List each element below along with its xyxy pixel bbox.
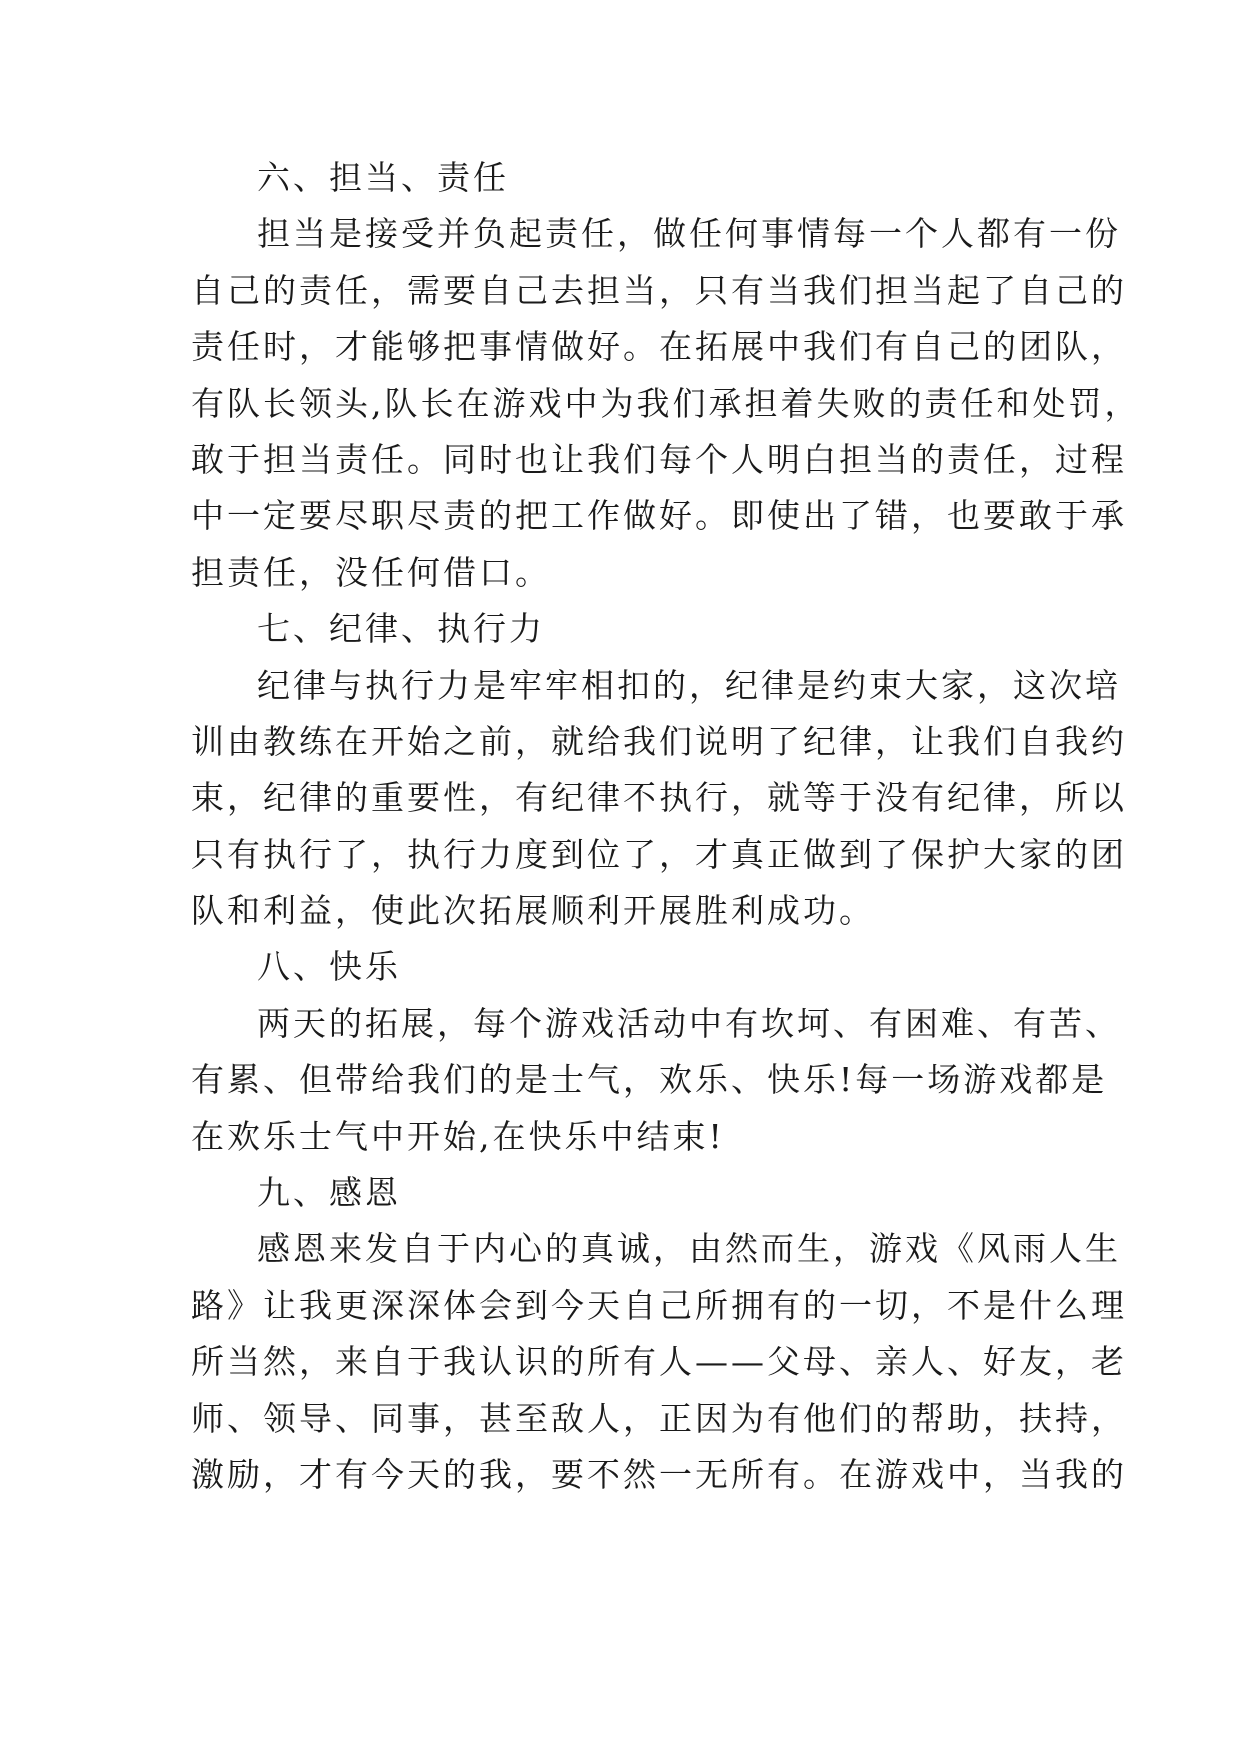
text-line: 感恩来发自于内心的真诚，由然而生，游戏《风雨人生 bbox=[257, 1229, 1121, 1269]
text-line: 束，纪律的重要性，有纪律不执行，就等于没有纪律，所以 bbox=[191, 778, 1127, 818]
text-line: 中一定要尽职尽责的把工作做好。即使出了错，也要敢于承 bbox=[191, 496, 1127, 536]
text-line: 担当是接受并负起责任，做任何事情每一个人都有一份 bbox=[257, 214, 1121, 254]
section-heading-8: 八、快乐 bbox=[257, 947, 401, 987]
text-line: 有队长领头,队长在游戏中为我们承担着失败的责任和处罚， bbox=[191, 383, 1141, 423]
section-heading-6: 六、担当、责任 bbox=[257, 158, 509, 197]
text-line: 敢于担当责任。同时也让我们每个人明白担当的责任，过程 bbox=[191, 439, 1127, 479]
section-heading-9: 九、感恩 bbox=[257, 1173, 401, 1213]
text-line: 纪律与执行力是牢牢相扣的，纪律是约束大家，这次培 bbox=[257, 665, 1121, 705]
text-line: 所当然，来自于我认识的所有人——父母、亲人、好友，老 bbox=[191, 1342, 1127, 1382]
text-line: 担责任，没任何借口。 bbox=[191, 552, 551, 592]
text-line: 有累、但带给我们的是士气，欢乐、快乐!每一场游戏都是 bbox=[191, 1060, 1108, 1100]
text-line: 只有执行了，执行力度到位了，才真正做到了保护大家的团 bbox=[191, 834, 1127, 874]
text-line: 两天的拓展，每个游戏活动中有坎坷、有困难、有苦、 bbox=[257, 1003, 1121, 1043]
text-line: 训由教练在开始之前，就给我们说明了纪律，让我们自我约 bbox=[191, 721, 1127, 761]
text-line: 在欢乐士气中开始,在快乐中结束! bbox=[191, 1116, 725, 1156]
text-line: 路》让我更深深体会到今天自己所拥有的一切，不是什么理 bbox=[191, 1285, 1127, 1325]
text-line: 队和利益，使此次拓展顺利开展胜利成功。 bbox=[191, 891, 875, 931]
text-line: 自己的责任，需要自己去担当，只有当我们担当起了自己的 bbox=[191, 270, 1127, 310]
text-line: 师、领导、同事，甚至敌人，正因为有他们的帮助，扶持， bbox=[191, 1398, 1127, 1438]
text-line: 激励，才有今天的我，要不然一无所有。在游戏中，当我的 bbox=[191, 1454, 1127, 1494]
text-line: 责任时，才能够把事情做好。在拓展中我们有自己的团队， bbox=[191, 327, 1127, 367]
section-heading-7: 七、纪律、执行力 bbox=[257, 609, 545, 649]
document-body bbox=[191, 150, 1141, 1503]
